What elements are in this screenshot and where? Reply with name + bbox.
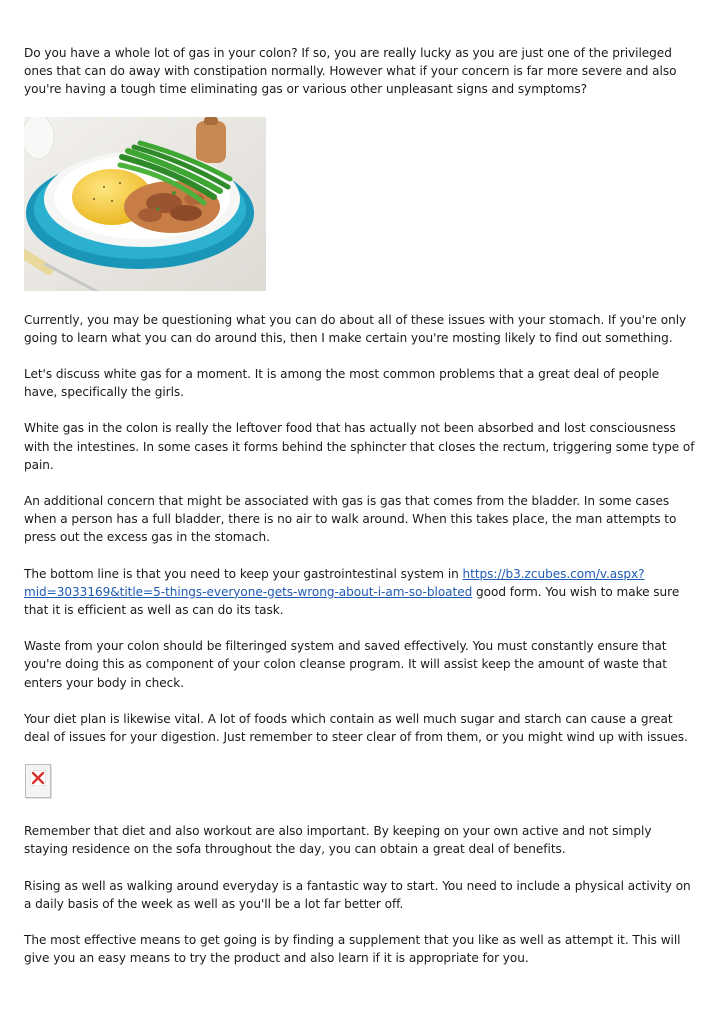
food-plate-photo — [24, 117, 266, 291]
paragraph-diet-workout: Remember that diet and also workout are also important. By keeping on your own active and not simply staying residence on the sofa throughout the day, you can obtain a great deal of benefits. — [24, 824, 652, 857]
paragraph-gastrointestinal-start: The bottom line is that you need to keep your gastrointestinal system in — [24, 566, 463, 581]
close-icon — [30, 770, 46, 786]
paragraph-gas-intro: Do you have a whole lot of gas in your colon? If so, you are really lucky as you are just one of the privileged ones that can do away with constipation normally. However what if your concern is far more severe and also you're having a tough time eliminating gas or various other unpleasant signs and symptoms? — [24, 46, 677, 97]
paragraph-gastrointestinal-end: good form. You wish to make sure that it is efficient as well as can do its task. — [24, 584, 680, 618]
paragraph-waste: Waste from your colon should be filteringed system and saved effectively. You must constantly ensure that you're doing this as component of your colon cleanse program. It will assist keep the amount of waste that enters your body in check. — [24, 639, 667, 690]
paragraph-gastrointestinal — [24, 565, 696, 620]
paragraph-walking: Rising as well as walking around everyday is a fantastic way to start. You need to include a physical activity on a daily basis of the week as well as you'll be a lot far better off. — [24, 878, 691, 911]
broken-image-icon — [25, 764, 51, 798]
paragraph-questioning: Currently, you may be questioning what you can do about all of these issues with your stomach. If you're only going to learn what you can do around this, then I make certain you're mosting likely to find out something. — [24, 312, 687, 345]
paragraph-white-gas: Let's discuss white gas for a moment. It is among the most common problems that a great deal of people have, specifically the girls. — [24, 367, 660, 400]
paragraph-white-gas-colon: White gas in the colon is really the leftover food that has actually not been absorbed and lost consciousness with the intestines. In some cases it forms behind the sphincter that closes the rectum, triggering some type of pain. — [24, 421, 695, 472]
paragraph-diet-plan: Your diet plan is likewise vital. A lot of foods which contain as well much sugar and starch can cause a great deal of issues for your digestion. Just remember to steer clear of from them, or you might wind up with issues. — [24, 711, 688, 745]
paragraph-bladder-gas: An additional concern that might be associated with gas is gas that comes from the bladder. In some cases when a person has a full bladder, there is no air to walk around. When this takes place, the man attempts to press out the excess gas in the stomach. — [24, 494, 677, 545]
article-body — [24, 44, 696, 985]
paragraph-supplement: The most effective means to get going is by finding a supplement that you like as well as attempt it. This will give you an easy means to try the product and also learn if it is appropriate for you. — [24, 933, 681, 966]
article-link[interactable]: https://b3.zcubes.com/v.aspx?mid=3033169&title=5-things-everyone-gets-wrong-about-i-am-so-bloated — [24, 566, 645, 599]
